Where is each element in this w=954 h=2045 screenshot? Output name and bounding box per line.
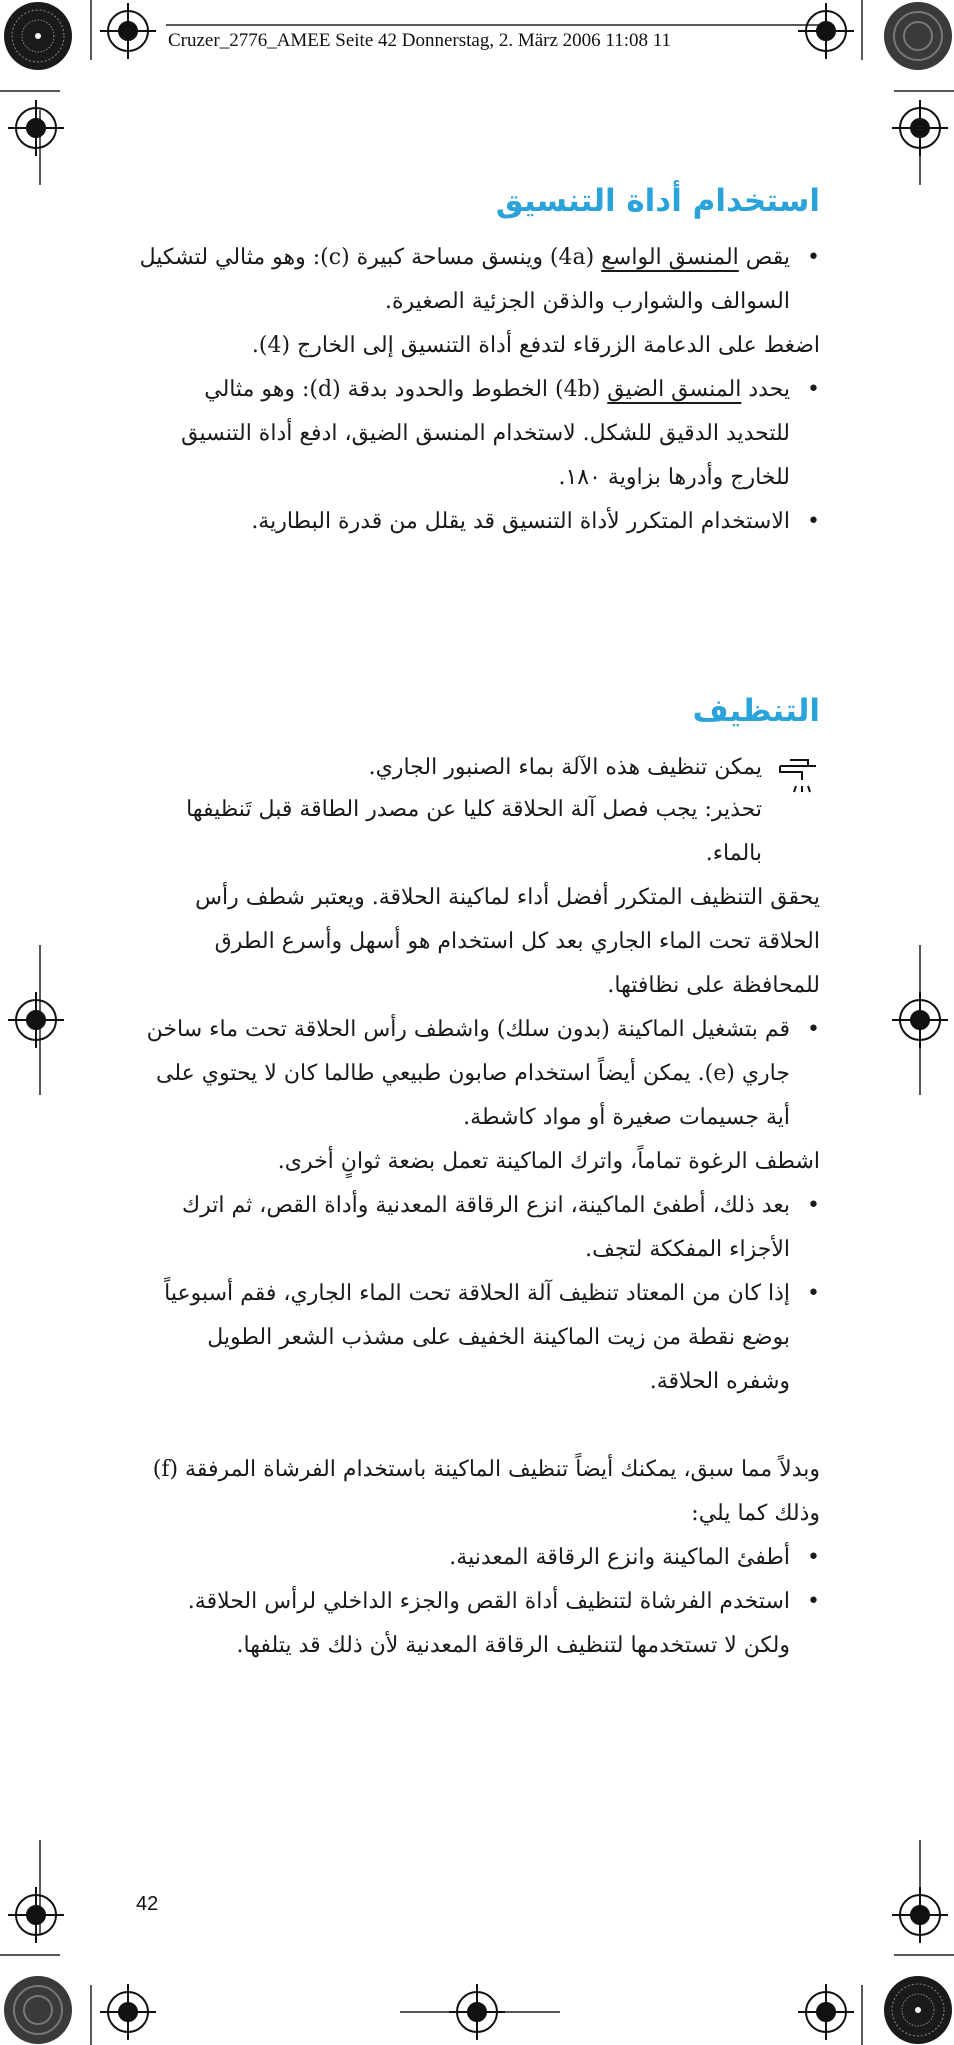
page-number: 42 [136,1893,159,1915]
registration-target-icon [8,1887,64,1943]
underlined-term: المنسق الضيق [607,377,742,402]
registration-target-icon [892,992,948,1048]
registration-target-icon [100,1984,156,2040]
water-notice [138,748,820,876]
list-item: • أطفئ الماكينة وانزع الرقاقة المعدنية. [138,1536,820,1580]
registration-target-icon [798,3,854,59]
section-title-cleaning: التنظيف [692,693,820,729]
starburst-icon [884,2,952,70]
brush-bullet-list [138,1536,820,1668]
list-item-text: (4a) وينسق مساحة كبيرة (c): وهو مثالي لتشكيل السوالف والشوارب والذقن الجزئية الصغيرة. [139,245,790,314]
section-title-trimmer: استخدام أداة التنسيق [495,183,820,219]
cleaning-bullet-list [138,1008,820,1140]
trimmer-bullet-list [138,368,820,544]
underlined-term: المنسق الواسع [601,245,739,270]
registration-target-icon [892,100,948,156]
list-item: • قم بتشغيل الماكينة (بدون سلك) واشطف رأس الحلاقة تحت ماء ساخن جاري (e). يمكن أيضاً استخدام صابون طبيعي طالما كان لا يحتوي على أية جسيمات صغيرة أو مواد كاشطة. [138,1008,820,1140]
list-item: • بعد ذلك، أطفئ الماكينة، انزع الرقاقة المعدنية وأداة القص، ثم اترك الأجزاء المفككة لتجف. [138,1184,820,1272]
list-item: • إذا كان من المعتاد تنظيف آلة الحلاقة تحت الماء الجاري، فقم أسبوعياً بوضع نقطة من زيت الماكينة الخفيف على مشذب الشعر الطويل وشفره الحلاقة. [138,1272,820,1404]
starburst-icon [4,1976,72,2044]
warning-line: تحذير: يجب فصل آلة الحلاقة كليا عن مصدر الطاقة قبل تَنظيفها بالماء. [186,797,762,866]
list-item: • استخدم الفرشاة لتنظيف أداة القص والجزء الداخلي لرأس الحلاقة. ولكن لا تستخدمها لتنظيف الرقاقة المعدنية لأن ذلك قد يتلفها. [138,1580,820,1668]
continuation-line: اشطف الرغوة تماماً، واترك الماكينة تعمل بضعة ثوانٍ أخرى. [277,1149,820,1174]
print-slug: Cruzer_2776_AMEE Seite 42 Donnerstag, 2. März 2006 11:08 11 [168,30,672,51]
section-cleaning [138,690,820,1668]
list-item: • الاستخدام المتكرر لأداة التنسيق قد يقلل من قدرة البطارية. [138,500,820,544]
continuation-line: اضغط على الدعامة الزرقاء لتدفع أداة التنسيق إلى الخارج (4). [251,333,820,358]
registration-target-icon [8,992,64,1048]
faucet-water-icon [776,750,820,798]
registration-target-icon [798,1984,854,2040]
list-item-text: يحدد [741,377,790,402]
list-item [138,368,820,500]
list-item [138,236,820,324]
registration-target-icon [449,1984,505,2040]
trimmer-bullet-list [138,236,820,324]
notice-line: يمكن تنظيف هذه الآلة بماء الصنبور الجاري. [368,755,762,780]
registration-target-icon [8,100,64,156]
cleaning-bullet-list [138,1184,820,1404]
section-trimmer [138,180,820,544]
registration-target-icon [100,3,156,59]
list-item-text: (4b) الخطوط والحدود بدقة (d): وهو مثالي للتحديد الدقيق للشكل. لاستخدام المنسق الضيق، ادفع أداة التنسيق للخارج وأدرها بزاوية ١٨٠. [181,377,790,490]
cleaning-intro: يحقق التنظيف المتكرر أفضل أداء لماكينة الحلاقة. ويعتبر شطف رأس الحلاقة تحت الماء الجاري بعد كل استخدام هو أسهل وأسرع الطرق للمحافظة على نظافتها. [195,885,820,998]
starburst-icon [4,2,72,70]
brush-cleaning-intro: وبدلاً مما سبق، يمكنك أيضاً تنظيف الماكينة باستخدام الفرشاة المرفقة (f) وذلك كما يلي: [152,1457,820,1526]
list-item-text: يقص [738,245,790,270]
registration-target-icon [892,1887,948,1943]
starburst-icon [884,1976,952,2044]
